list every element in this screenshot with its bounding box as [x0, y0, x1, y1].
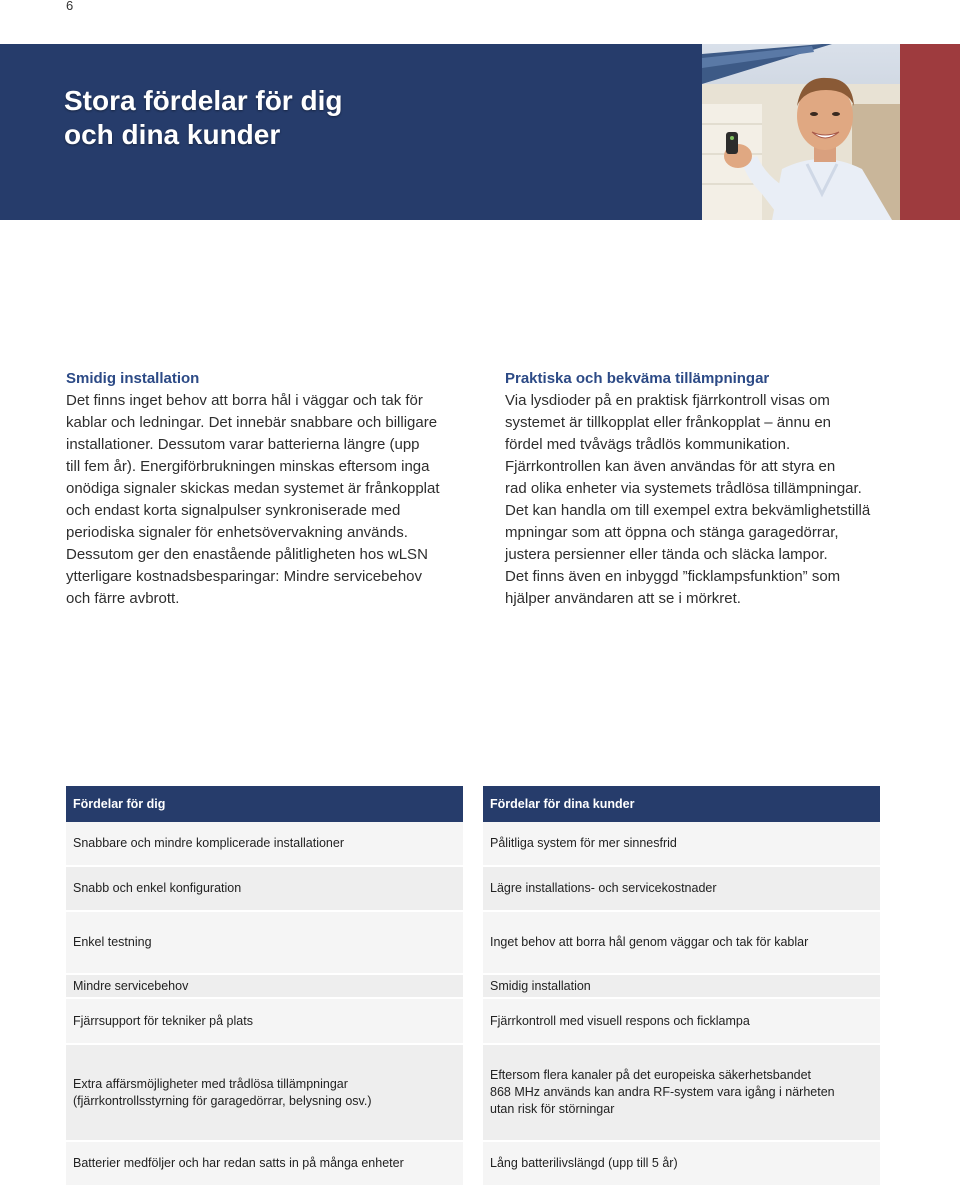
table-row: Extra affärsmöjligheter med trådlösa tillämpningar (fjärrkontrollsstyrning för garagedörrar, belysning osv.) — [66, 1045, 463, 1142]
section-heading: Smidig installation — [66, 370, 200, 387]
table-row: Fjärrkontroll med visuell respons och ficklampa — [483, 999, 880, 1045]
benefits-customers-table — [483, 786, 880, 1187]
table-row: Smidig installation — [483, 975, 880, 999]
table-row: Lägre installations- och servicekostnader — [483, 867, 880, 912]
man-holding-remote-control-photo — [702, 44, 900, 220]
table-row: Fjärrsupport för tekniker på plats — [66, 999, 463, 1045]
accent-bar — [900, 44, 960, 220]
section-body: Via lysdioder på en praktisk fjärrkontroll visas om systemet är tillkopplat eller frånkopplat – ännu en fördel med tvåvägs trådlös kommunikation. Fjärrkontrollen kan även användas för att styra en rad olika enheter via systemets trådlösa tillämpningar. Det kan handla om till exempel extra bekvämlighetstillä mpningar som att öppna och stänga garagedörrar, justera persienner eller tända och släcka lampor. Det finns även en inbyggd ”ficklampsfunktion” som hjälper användaren att se i mörkret. — [505, 392, 871, 607]
table-row: Batterier medföljer och har redan satts in på många enheter — [66, 1142, 463, 1187]
page-title-line-1: Stora fördelar för dig — [64, 85, 343, 116]
table-row: Snabbare och mindre komplicerade installationer — [66, 822, 463, 867]
section-smidig-installation — [66, 368, 466, 610]
page-title — [64, 84, 342, 152]
table-row: Pålitliga system för mer sinnesfrid — [483, 822, 880, 867]
hero-banner — [0, 44, 960, 220]
table-row: Snabb och enkel konfiguration — [66, 867, 463, 912]
page-title-line-2: och dina kunder — [64, 119, 281, 150]
table-header: Fördelar för dig — [66, 786, 463, 822]
table-row: Mindre servicebehov — [66, 975, 463, 999]
table-row: Inget behov att borra hål genom väggar och tak för kablar — [483, 912, 880, 975]
table-header: Fördelar för dina kunder — [483, 786, 880, 822]
table-row: Eftersom flera kanaler på det europeiska säkerhetsbandet 868 MHz används kan andra RF-system vara igång i närheten utan risk för störningar — [483, 1045, 880, 1142]
table-row: Lång batterilivslängd (upp till 5 år) — [483, 1142, 880, 1187]
table-row: Enkel testning — [66, 912, 463, 975]
section-body: Det finns inget behov att borra hål i väggar och tak för kablar och ledningar. Det innebär snabbare och billigare installationer. Dessutom varar batterierna längre (upp till fem år). Energiförbrukningen minskas eftersom inga onödiga signaler skickas medan systemet är frånkopplat och endast korta signalpulser synkroniserade med periodiska signaler för enhetsövervakning används. Dessutom ger den enastående pålitligheten hos wLSN ytterligare kostnadsbesparingar: Mindre servicebehov och färre avbrott. — [66, 392, 440, 607]
section-heading: Praktiska och bekväma tillämpningar — [505, 370, 770, 387]
benefits-you-table — [66, 786, 463, 1187]
page-number: 6 — [66, 0, 74, 13]
section-praktiska-tillampningar — [505, 368, 905, 610]
